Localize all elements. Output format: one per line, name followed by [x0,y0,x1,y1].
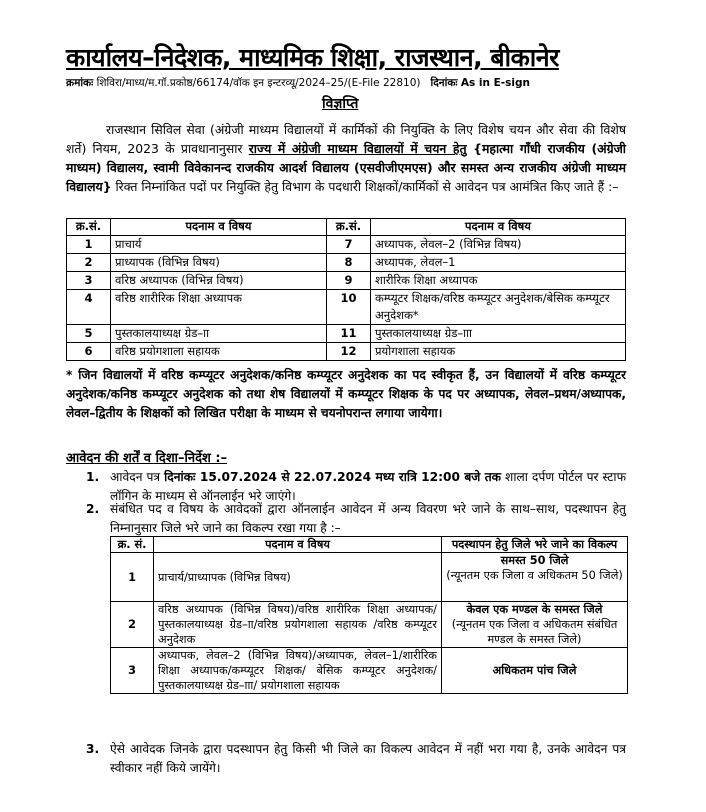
sno: 2 [67,254,111,272]
point-2-text: संबंधित पद व विषय के आवेदकों द्वारा ऑनलाईन आवेदन में अन्य विवरण भरे जाने के साथ–साथ, पदस्थापन हेतु निम्नानुसार जिले भरे जाने का विकल्प रखा गया है :– [110,502,626,535]
post: वरिष्ठ शारीरिक शिक्षा अध्यापक [111,290,327,325]
table-row [67,343,626,361]
table-row [67,272,626,290]
sno: 1 [67,236,111,254]
post: प्रयोगशाला सहायक [371,343,626,361]
district-option-note: (न्यूनतम एक जिला व अधिकतम संबंधित मण्डल के समस्त जिले) [451,618,618,646]
post: वरिष्ठ अध्यापक (विभिन्न विषय) [111,272,327,290]
post: अध्यापक, लेवल–2 (विभिन्न विषय) [371,236,626,254]
ref-number: शिविरा/माध्य/म.गॉ.प्रकोष्ठ/66174/वॉक इन इन्टरव्यू/2024–25/(E-File 22810) [96,77,421,89]
district-option [442,648,628,694]
sno: 2 [111,602,154,648]
intro-part1: राजस्थान सिविल सेवा (अंग्रेजी माध्यम विद्यालयों में कार्मिकों की नियुक्ति के लिए विशेष चयन और सेवा की विशेष शर्ते) नियम, 2023 के प्रावधानानुसार [66,122,626,156]
post: वरिष्ठ अध्यापक (विभिन्न विषय)/वरिष्ठ शारीरिक शिक्षा अध्यापक/पुस्तकालयाध्यक्ष ग्रेड–ाा/वरिष्ठ प्रयोगशाला सहायक /वरिष्ठ कम्प्यूटर अनुदेशक [154,602,442,648]
sno: 10 [327,290,371,325]
col-sno-1: क्र.सं. [67,219,111,236]
post: पुस्तकालयाध्यक्ष ग्रेड–ाा [111,325,327,343]
post: शारीरिक शिक्षा अध्यापक [371,272,626,290]
col-sno-2: क्र.सं. [327,219,371,236]
ref-label: क्रमांकः [66,77,94,89]
district-option-note: (न्यूनतम एक जिला व अधिकतम 50 जिले) [446,569,623,582]
district-option-main: अधिकतम पांच जिले [492,664,577,677]
sno: 1 [111,553,154,602]
point-1-text-c: शाला दर्पण पोर्टल पर स्टाफ लॉगिन के माध्यम से ऑनलाईन भरे जाएंगे। [110,470,626,503]
post: कम्प्यूटर शिक्षक/वरिष्ठ कम्प्यूटर अनुदेशक/बेसिक कम्प्यूटर अनुदेशक* [371,290,626,325]
point-3-text: ऐसे आवेदक जिनके द्वारा पदस्थापन हेतु किसी भी जिले का विकल्प आवेदन में नहीं भरा गया है, उनके आवेदन पत्र स्वीकार नहीं किये जायेंगे। [110,742,626,775]
sno: 3 [111,648,154,694]
post: प्राचार्य/प्राध्यापक (विभिन्न विषय) [154,553,442,602]
table-row [67,254,626,272]
col-post-2: पदनाम व विषय [371,219,626,236]
point-2 [86,500,626,538]
sno: 3 [67,272,111,290]
col-post: पदनाम व विषय [154,537,442,553]
table-row [67,236,626,254]
point-number: 3. [86,742,100,756]
sno: 12 [327,343,371,361]
district-table-header [111,537,628,553]
district-options-table [110,536,628,694]
sno: 6 [67,343,111,361]
district-option [442,602,628,648]
point-1-dates: दिनांकः 15.07.2024 से 22.07.2024 मध्य रात्रि 12:00 बजे तक [164,470,502,484]
sno: 9 [327,272,371,290]
intro-part4: रिक्त निम्नांकित पदों पर नियुक्ति हेतु विभाग के पदधारी शिक्षकों/कार्मिकों से आवेदन पत्र आमंत्रित किए जाते हैं :– [111,179,619,194]
date-value: As in E-sign [460,77,531,89]
table-row [111,553,628,602]
point-number: 1. [86,470,100,484]
col-district-option: पदस्थापन हेतु जिले भरे जाने का विकल्प [442,537,628,553]
intro-part2: राज्य में अंग्रेजी माध्यम विद्यालयों में चयन हेतु [248,141,467,156]
col-sno: क्र. सं. [111,537,154,553]
table-row [111,648,628,694]
district-option [442,553,628,602]
terms-heading: आवेदन की शर्तें व दिशा–निर्देश :– [66,451,228,466]
post: वरिष्ठ प्रयोगशाला सहायक [111,343,327,361]
intro-part3: {महात्मा गाँधी राजकीय (अंग्रेजी माध्यम) विद्यालय, स्वामी विवेकानन्द राजकीय आदर्श विद्यालय (एसवीजीएमएस) और समस्त अन्य राजकीय अंग्रेजी माध्यम विद्यालय} [66,141,626,194]
posts-table-header [67,219,626,236]
district-option-main: समस्त 50 जिले [500,554,569,567]
sno: 8 [327,254,371,272]
post: अध्यापक, लेवल–1 [371,254,626,272]
table-row [111,602,628,648]
post: प्राचार्य [111,236,327,254]
posts-table [66,218,626,361]
notice-heading: विज्ञप्ति [322,96,359,112]
point-3 [86,740,626,778]
col-post-1: पदनाम व विषय [111,219,327,236]
reference-line [66,76,530,90]
table-row [67,325,626,343]
district-option-main: केवल एक मण्डल के समस्त जिले [466,603,603,616]
post: पुस्तकालयाध्यक्ष ग्रेड–ााा [371,325,626,343]
sno: 7 [327,236,371,254]
post: प्राध्यापक (विभिन्न विषय) [111,254,327,272]
computer-post-note: * जिन विद्यालयों में वरिष्ठ कम्प्यूटर अनुदेशक/कनिष्ठ कम्प्यूटर अनुदेशक का पद स्वीकृत हैं, उन विद्यालयों में वरिष्ठ कम्प्यूटर अनुदेशक/कनिष्ठ कम्प्यूटर अनुदेशक को तथा शेष विद्यालयों में कम्प्यूटर शिक्षक के पद पर अध्यापक, लेवल–प्रथम/अध्यापक, लेवल–द्वितीय के शिक्षकों को लिखित परीक्षा के माध्यम से चयनोपरान्त लगाया जायेगा। [66,368,626,420]
date-label: दिनांकः [430,77,458,89]
sno: 4 [67,290,111,325]
point-1-text-a: आवेदन पत्र [110,470,165,484]
post: अध्यापक, लेवल–2 (विभिन्न विषय)/अध्यापक, लेवल–1/शारीरिक शिक्षा अध्यापक/कम्प्यूटर शिक्षक/ बेसिक कम्प्यूटर अनुदेशक/पुस्तकालयाध्यक्ष ग्रेड–ााा/ प्रयोगशाला सहायक [154,648,442,694]
office-title: कार्यालय–निदेशक, माध्यमिक शिक्षा, राजस्थान, बीकानेर [66,43,559,72]
sno: 11 [327,325,371,343]
sno: 5 [67,325,111,343]
point-number: 2. [86,502,100,516]
table-row [67,290,626,325]
intro-paragraph [66,120,626,196]
